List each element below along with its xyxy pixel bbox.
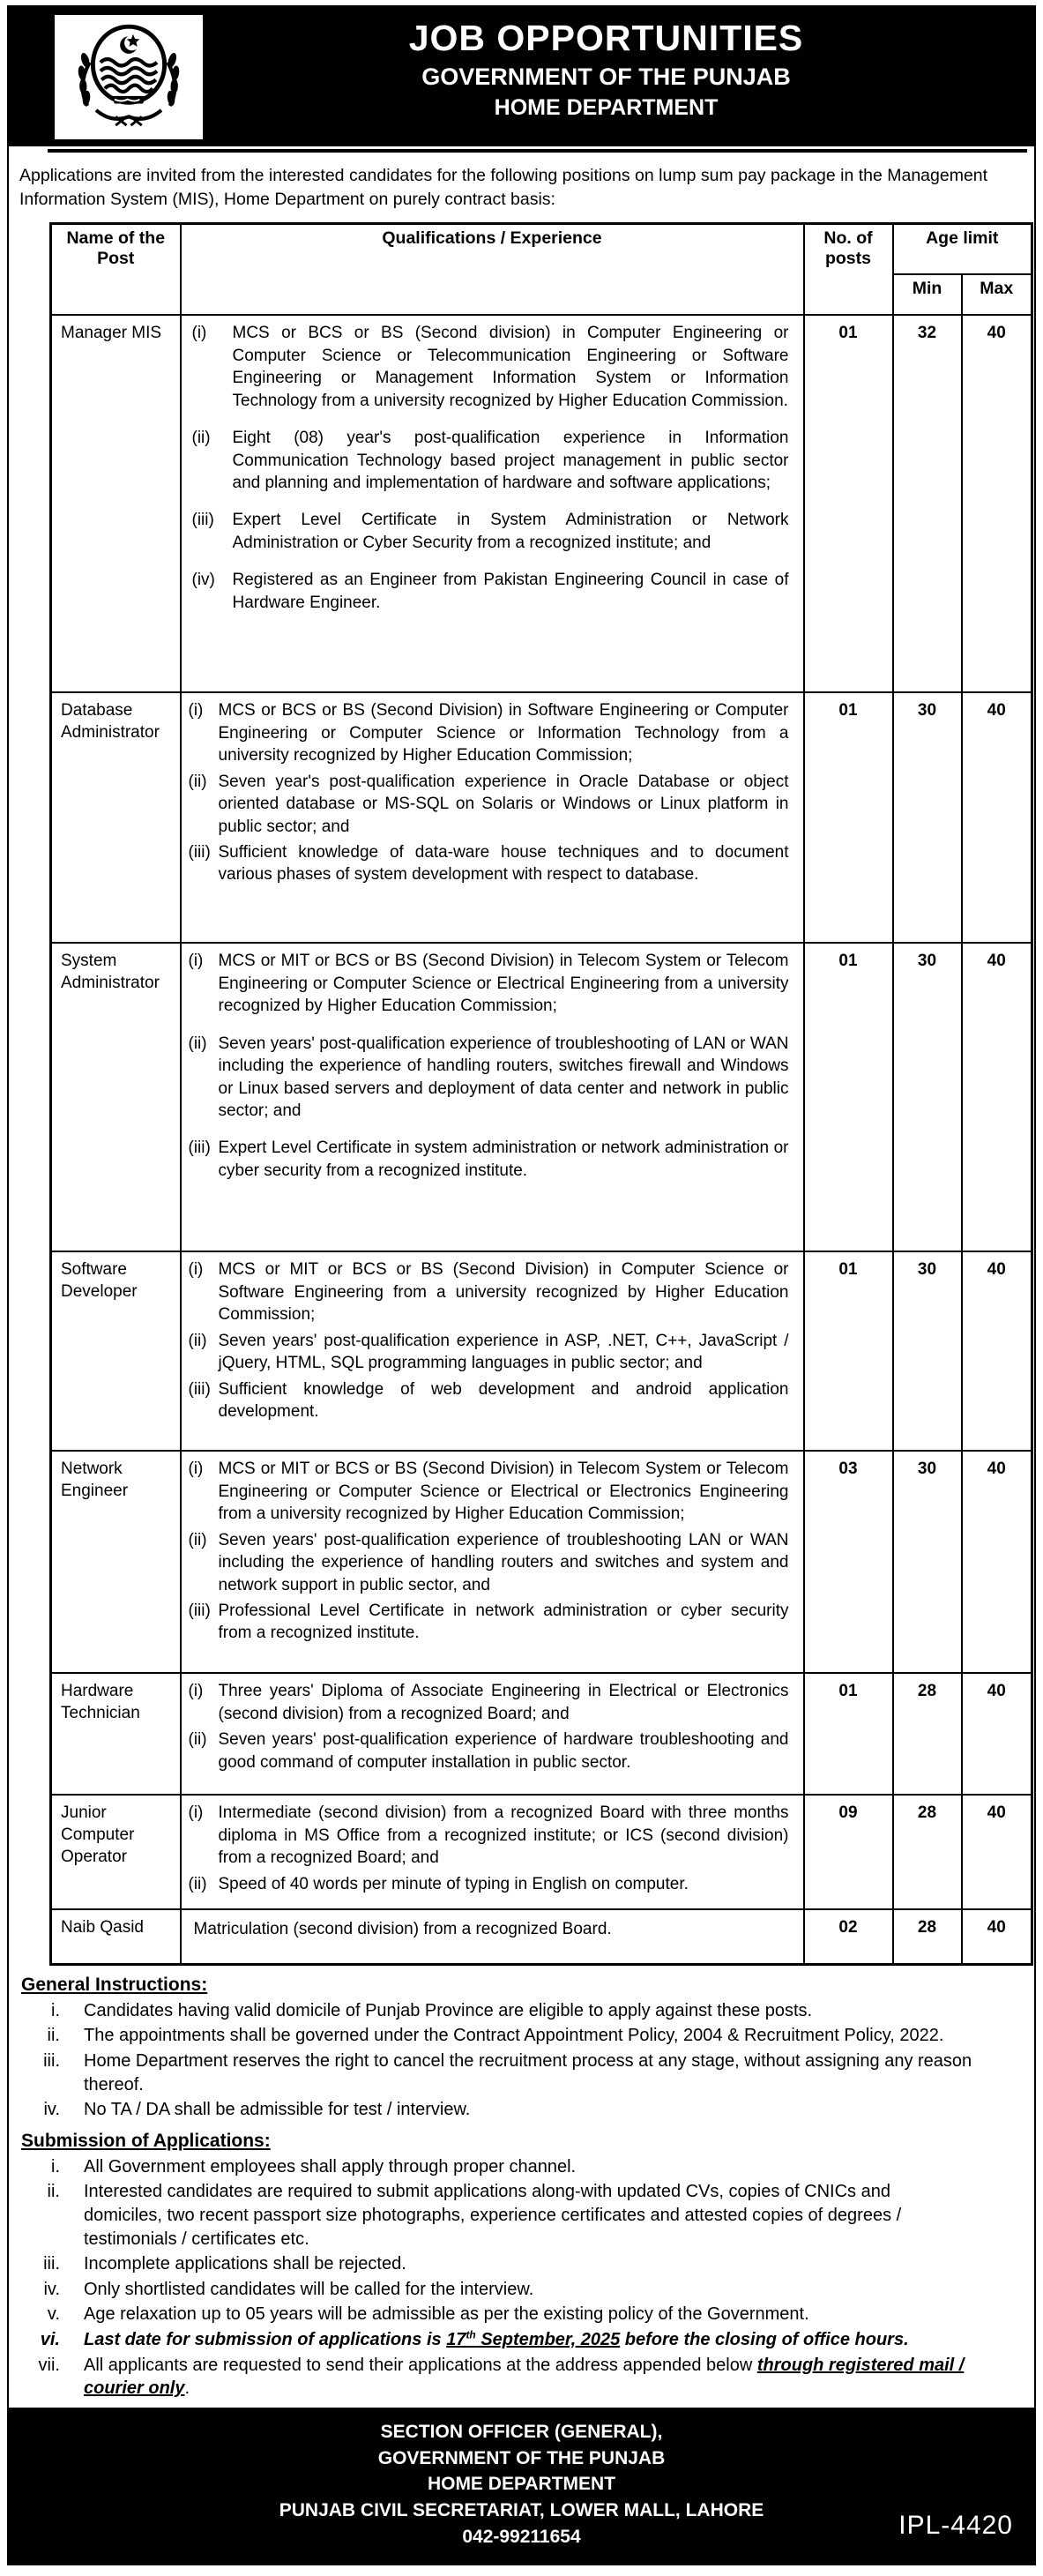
age-max: 40 [962, 692, 1032, 943]
submission-item-deadline [9, 2328, 972, 2352]
qualifications-cell [181, 1251, 804, 1451]
submission-item-mailing [9, 2354, 972, 2401]
column-header-max: Max [962, 274, 1032, 315]
qualification-item [187, 1258, 798, 1325]
no-of-posts: 01 [804, 315, 893, 692]
qualification-item [187, 841, 798, 886]
qualifications-cell [181, 1909, 804, 1964]
column-header-min: Min [893, 274, 962, 315]
mailing-prefix: All applicants are requested to send their applications at the address appended below [84, 2355, 757, 2375]
submission-heading: Submission of Applications: [21, 2130, 271, 2151]
qual-text: Speed of 40 words per minute of typing in English on computer. [218, 1874, 689, 1893]
column-header-age-limit: Age limit [893, 223, 1032, 274]
submission-item [9, 2252, 972, 2276]
mailing-suffix: . [184, 2378, 190, 2399]
qual-number: (i) [188, 701, 204, 721]
instruction-item [9, 1999, 972, 2023]
qual-text: MCS or MIT or BCS or BS (Second Division) in Telecom System or Telecom Engineering or Computer Science or Electrical Engineering from a university recognized by Higher Education Commission; [218, 952, 789, 1016]
general-instructions-heading: General Instructions: [21, 1974, 208, 1995]
age-max: 40 [962, 943, 1032, 1251]
item-text: Age relaxation up to 05 years will be admissible as per the existing policy of the Government. [84, 2304, 809, 2325]
footer-officer: SECTION OFFICER (GENERAL), [380, 2421, 663, 2442]
qual-number: (ii) [188, 772, 207, 791]
qual-number: (i) [188, 1260, 204, 1280]
qual-text: Professional Level Certificate in network administration or cyber security from a recognized institute. [218, 1602, 789, 1643]
age-min: 30 [893, 1451, 962, 1673]
qual-text: MCS or MIT or BCS or BS (Second Division) in Computer Science or Software Engineering from a university recognized by Higher Education Commission; [218, 1260, 789, 1325]
submission-item [9, 2278, 972, 2302]
qualifications-cell [181, 943, 804, 1251]
deadline-suffix: before the closing of office hours. [620, 2329, 909, 2349]
qualification-item [187, 1033, 798, 1123]
qual-number: (ii) [188, 1331, 207, 1350]
qual-number: (i) [188, 952, 204, 971]
qual-text: Seven years' post-qualification experience in ASP, .NET, C++, JavaScript / jQuery, HTML, SQL programming languages in public sector; and [218, 1331, 789, 1373]
no-of-posts: 09 [804, 1795, 893, 1909]
submission-item [9, 2155, 972, 2179]
qualifications-cell [181, 1795, 804, 1909]
qualification-item [187, 950, 798, 1017]
age-min: 30 [893, 1251, 962, 1451]
punjab-crest-icon [63, 21, 195, 134]
qual-text: Sufficient knowledge of data-ware house techniques and to document various phases of system development with respect to database. [218, 843, 789, 885]
age-max: 40 [962, 1251, 1032, 1451]
table-row-manager-mis [51, 315, 1032, 692]
age-max: 40 [962, 1909, 1032, 1964]
qualification-item [187, 1680, 798, 1725]
qualification-item [187, 509, 798, 554]
age-min: 32 [893, 315, 962, 692]
table-row-hardware-technician [51, 1673, 1032, 1795]
qual-text: Expert Level Certificate in system administration or network administration or cyber security from a recognized institute. [218, 1139, 789, 1180]
age-max: 40 [962, 315, 1032, 692]
qualifications-cell [181, 692, 804, 943]
qual-text: Three years' Diploma of Associate Engineering in Electrical or Electronics (second division) from a recognized Board; and [218, 1682, 789, 1723]
deadline-date [446, 2330, 620, 2349]
qual-text: Seven years' post-qualification experience of troubleshooting of LAN or WAN including the experience of handling routers, switches firewall and Windows or Linux based servers and deployment of data center and network in public sector; and [218, 1034, 789, 1121]
qualification-item [187, 699, 798, 766]
intro-paragraph: Applications are invited from the interested candidates for the following positions on lump sum pay package in the Management Information System (MIS), Home Department on purely contract basis: [19, 166, 988, 209]
item-text: Candidates having valid domicile of Punjab Province are eligible to apply against these posts. [84, 2000, 813, 2020]
masthead-titles [213, 7, 999, 121]
post-name: Network Engineer [51, 1451, 181, 1673]
mailing-emphasis: through registered mail / courier only [84, 2355, 965, 2399]
qualification-item [187, 1729, 798, 1773]
qual-number: (iii) [188, 1139, 211, 1158]
item-number: vii. [38, 2355, 60, 2375]
qualification-item [187, 1137, 798, 1182]
general-instructions-list [9, 1999, 972, 2122]
qual-number: (i) [188, 1682, 204, 1701]
table-header-row [51, 223, 1032, 274]
table-row-naib-qasid [51, 1909, 1032, 1964]
no-of-posts: 02 [804, 1909, 893, 1964]
qualifications-cell [181, 1451, 804, 1673]
deadline-ordinal: th [466, 2328, 476, 2341]
post-name: Junior Computer Operator [51, 1795, 181, 1909]
advertisement-document [7, 5, 1036, 2565]
page-subtitle-government: GOVERNMENT OF THE PUNJAB [421, 63, 791, 91]
qual-text: Seven years' post-qualification experience of troubleshooting LAN or WAN including the experience of handling routers and switches and system and network support in public sector, and [218, 1530, 789, 1594]
qual-number: (iii) [188, 1379, 211, 1399]
footer-department: HOME DEPARTMENT [427, 2474, 616, 2495]
qual-text: Seven year's post-qualification experience in Oracle Database or object oriented database or MS-SQL on Solaris or Windows or Linux platform in public sector; and [218, 772, 789, 836]
deadline-month-year: September, 2025 [475, 2329, 621, 2349]
item-number: i. [51, 2000, 60, 2020]
qualifications-cell [181, 1673, 804, 1795]
table-row-database-administrator [51, 692, 1032, 943]
qual-text: Matriculation (second division) from a recognized Board. [193, 1920, 612, 1939]
instruction-item [9, 2098, 972, 2122]
table-row-junior-computer-operator [51, 1795, 1032, 1909]
no-of-posts: 01 [804, 1673, 893, 1795]
qual-number: (i) [191, 324, 207, 343]
qualification-item [187, 322, 798, 412]
advertisement-code: IPL-4420 [898, 2510, 1013, 2540]
qualification-item [187, 427, 798, 494]
masthead-band [9, 7, 1034, 146]
item-number: ii. [47, 2182, 60, 2202]
qual-text: Sufficient knowledge of web development and android application development. [218, 1379, 789, 1422]
qual-text: Intermediate (second division) from a recognized Board with three months diploma in MS Office from a recognized institute; or ICS (second division) from a recognized Board; and [218, 1803, 789, 1868]
item-text: Home Department reserves the right to cancel the recruitment process at any stage, without assigning any reason thereof. [84, 2051, 972, 2094]
page-title: JOB OPPORTUNITIES [408, 18, 804, 58]
qualification-item [187, 1802, 798, 1869]
age-min: 28 [893, 1795, 962, 1909]
qual-text: Expert Level Certificate in System Administration or Network Administration or Cyber Security from a recognized institute; and [232, 511, 789, 552]
positions-table [49, 222, 1033, 1966]
instruction-item [9, 2050, 972, 2096]
qual-number: (ii) [188, 1530, 207, 1549]
qualification-item [187, 771, 798, 838]
post-name: Manager MIS [51, 315, 181, 692]
age-min: 30 [893, 692, 962, 943]
post-name: Hardware Technician [51, 1673, 181, 1795]
item-text: No TA / DA shall be admissible for test / interview. [84, 2100, 471, 2120]
qualification-item [187, 1378, 798, 1423]
submission-item [9, 2303, 972, 2326]
qual-number: (ii) [188, 1874, 207, 1893]
column-header-qualifications: Qualifications / Experience [181, 223, 804, 315]
item-number: iii. [43, 2254, 60, 2274]
post-name: Software Developer [51, 1251, 181, 1451]
item-text [84, 2354, 972, 2401]
item-number: vi. [40, 2329, 60, 2349]
footer-band [9, 2408, 1034, 2564]
item-number: iv. [43, 2100, 60, 2120]
qual-number: (i) [188, 1803, 204, 1823]
no-of-posts: 01 [804, 1251, 893, 1451]
post-name: Naib Qasid [51, 1909, 181, 1964]
qual-number: (ii) [188, 1730, 207, 1750]
item-number: i. [51, 2156, 60, 2177]
qualification-item [187, 1330, 798, 1375]
qualification-item [187, 1529, 798, 1596]
footer-address: PUNJAB CIVIL SECRETARIAT, LOWER MALL, LAHORE [279, 2500, 764, 2521]
qualification-item [187, 569, 798, 614]
item-text: All Government employees shall apply through proper channel. [84, 2156, 577, 2177]
no-of-posts: 01 [804, 943, 893, 1251]
item-number: v. [47, 2304, 60, 2325]
post-name: System Administrator [51, 943, 181, 1251]
no-of-posts: 01 [804, 692, 893, 943]
footer-government: GOVERNMENT OF THE PUNJAB [377, 2447, 666, 2468]
post-name: Database Administrator [51, 692, 181, 943]
qual-number: (i) [188, 1460, 204, 1479]
qual-text: Eight (08) year's post-qualification experience in Information Communication Technology based project management in public sector and planning and implementation of hardware and software applications; [232, 429, 789, 493]
item-number: ii. [47, 2026, 60, 2046]
qualification-item [187, 1600, 798, 1645]
item-text: The appointments shall be governed under the Contract Appointment Policy, 2004 & Recruitment Policy, 2022. [84, 2026, 944, 2046]
column-header-post: Name of the Post [51, 223, 181, 315]
qual-text: MCS or BCS or BS (Second division) in Computer Engineering or Computer Science or Telecommunication Engineering or Software Engineering or Management Information System or Information Technology from a university recognized by Higher Education Commission. [232, 324, 789, 410]
item-text: Interested candidates are required to submit applications along-with updated CVs, copies of CNICs and domiciles, two recent passport size photographs, experience certificates and attested copies of degrees / testimonials / certificates etc. [84, 2182, 902, 2249]
deadline-day: 17 [446, 2329, 466, 2349]
qual-text: MCS or MIT or BCS or BS (Second Division) in Telecom System or Telecom Engineering or Computer Science or Electrical or Electronics Engineering from a university recognized by Higher Education Commission; [218, 1460, 789, 1524]
qual-number: (ii) [188, 1034, 207, 1053]
item-text: Only shortlisted candidates will be called for the interview. [84, 2279, 534, 2299]
age-max: 40 [962, 1451, 1032, 1673]
qual-number: (iii) [191, 511, 214, 530]
age-min: 28 [893, 1909, 962, 1964]
page-subtitle-department: HOME DEPARTMENT [494, 94, 719, 120]
qual-text: Registered as an Engineer from Pakistan Engineering Council in case of Hardware Engineer. [232, 571, 789, 612]
qual-number: (iv) [191, 571, 215, 590]
table-row-network-engineer [51, 1451, 1032, 1673]
header-divider [48, 149, 1027, 153]
age-min: 28 [893, 1673, 962, 1795]
age-max: 40 [962, 1795, 1032, 1909]
submission-item [9, 2180, 972, 2251]
qual-text: Seven years' post-qualification experience of hardware troubleshooting and good command of computer installation in public sector. [218, 1730, 789, 1772]
no-of-posts: 03 [804, 1451, 893, 1673]
item-text [84, 2328, 972, 2352]
qual-text: MCS or BCS or BS (Second Division) in Software Engineering or Computer Engineering or Computer Science or Information Technology from a university recognized by Higher Education Commission; [218, 701, 789, 765]
qual-number: (ii) [191, 429, 211, 448]
table-row-system-administrator [51, 943, 1032, 1251]
qualification-item [187, 1873, 798, 1895]
footer-phone: 042-99211654 [462, 2526, 581, 2547]
item-text: Incomplete applications shall be rejected. [84, 2254, 406, 2274]
qual-number: (iii) [188, 843, 211, 862]
age-min: 30 [893, 943, 962, 1251]
qualifications-cell [181, 315, 804, 692]
qualification-item [187, 1458, 798, 1525]
instruction-item [9, 2024, 972, 2048]
qual-number: (iii) [188, 1602, 211, 1621]
punjab-government-logo [55, 15, 203, 139]
table-row-software-developer [51, 1251, 1032, 1451]
column-header-no-of-posts: No. of posts [804, 223, 893, 315]
submission-list [9, 2155, 972, 2401]
age-max: 40 [962, 1673, 1032, 1795]
item-number: iii. [43, 2051, 60, 2071]
item-number: iv. [43, 2279, 60, 2299]
deadline-prefix: Last date for submission of applications is [84, 2329, 447, 2349]
